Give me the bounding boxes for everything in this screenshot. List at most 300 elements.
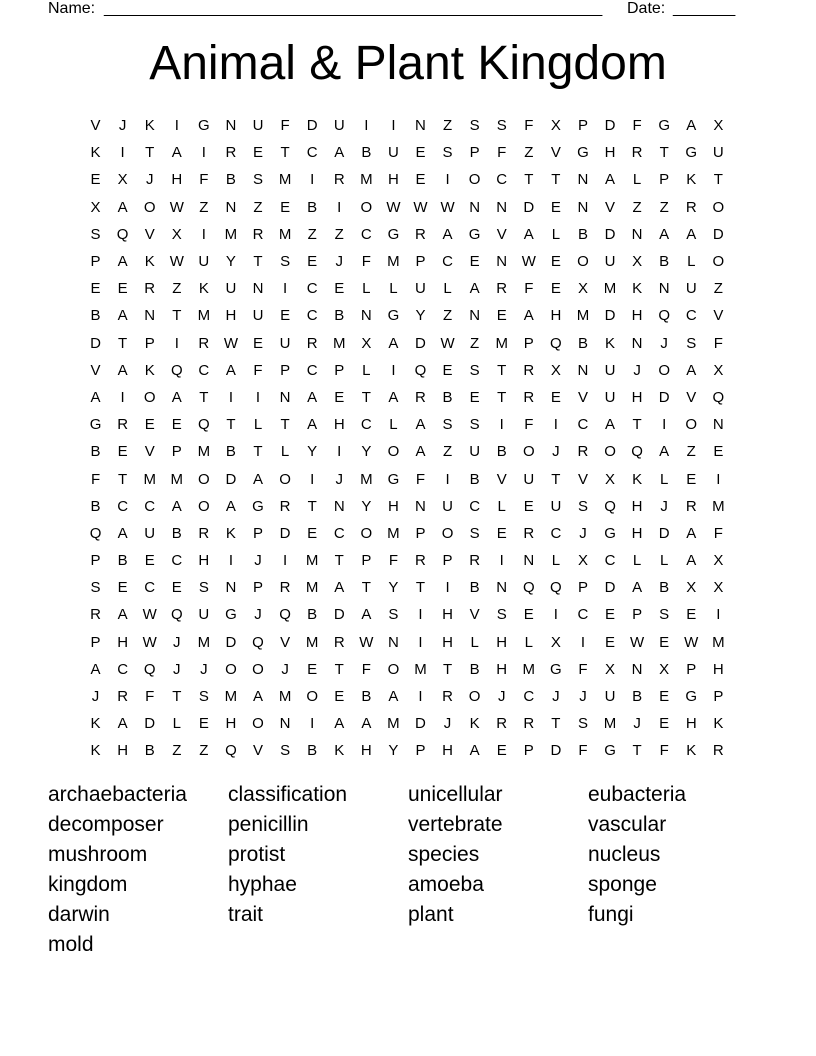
grid-letter[interactable]: E [253, 334, 264, 352]
grid-letter[interactable]: J [254, 552, 262, 570]
grid-letter[interactable]: H [604, 144, 616, 162]
grid-letter[interactable]: J [497, 688, 506, 706]
grid-letter[interactable]: A [117, 307, 128, 325]
grid-letter[interactable]: C [144, 579, 156, 597]
grid-letter[interactable]: R [144, 280, 156, 298]
grid-letter[interactable]: F [388, 552, 398, 570]
grid-letter[interactable]: A [361, 715, 372, 733]
grid-letter[interactable]: R [712, 742, 724, 760]
grid-letter[interactable]: Z [686, 443, 696, 461]
grid-letter[interactable]: M [712, 633, 725, 651]
grid-letter[interactable]: D [279, 524, 291, 542]
grid-letter[interactable]: A [117, 715, 128, 733]
grid-letter[interactable]: T [226, 416, 236, 434]
grid-letter[interactable]: Q [550, 579, 562, 597]
grid-letter[interactable]: A [605, 171, 616, 189]
grid-letter[interactable]: K [144, 253, 155, 271]
grid-letter[interactable]: M [603, 280, 617, 298]
grid-letter[interactable]: H [387, 171, 399, 189]
grid-letter[interactable]: A [307, 388, 318, 406]
grid-letter[interactable]: B [90, 497, 101, 515]
grid-letter[interactable]: H [712, 660, 724, 678]
grid-letter[interactable]: Z [442, 307, 453, 325]
grid-letter[interactable]: A [686, 524, 697, 542]
grid-letter[interactable]: I [174, 334, 179, 352]
grid-letter[interactable]: N [577, 361, 589, 379]
grid-letter[interactable]: C [306, 280, 318, 298]
grid-letter[interactable]: M [576, 307, 590, 325]
grid-letter[interactable]: R [685, 198, 697, 216]
grid-letter[interactable]: K [90, 742, 101, 760]
grid-letter[interactable]: D [415, 715, 426, 733]
grid-letter[interactable]: D [415, 334, 426, 352]
grid-letter[interactable]: I [310, 171, 315, 189]
grid-letter[interactable]: Q [225, 742, 237, 760]
grid-letter[interactable]: U [225, 280, 237, 298]
grid-letter[interactable]: B [361, 688, 372, 706]
grid-letter[interactable]: P [171, 443, 182, 461]
grid-letter[interactable]: A [523, 307, 534, 325]
grid-letter[interactable]: Y [361, 497, 372, 515]
grid-letter[interactable]: X [361, 334, 372, 352]
grid-letter[interactable]: I [716, 470, 721, 488]
grid-letter[interactable]: L [389, 416, 398, 434]
grid-letter[interactable]: E [713, 443, 724, 461]
grid-letter[interactable]: N [225, 198, 237, 216]
grid-letter[interactable]: C [306, 361, 318, 379]
grid-letter[interactable]: M [387, 715, 400, 733]
grid-letter[interactable]: R [631, 144, 643, 162]
grid-letter[interactable]: B [171, 524, 182, 542]
grid-letter[interactable]: P [253, 579, 264, 597]
grid-letter[interactable]: A [334, 715, 345, 733]
grid-letter[interactable]: K [90, 715, 101, 733]
grid-letter[interactable]: I [283, 280, 288, 298]
grid-letter[interactable]: M [224, 688, 238, 706]
grid-letter[interactable]: T [415, 579, 426, 597]
grid-letter[interactable]: O [143, 388, 156, 406]
grid-letter[interactable]: K [713, 715, 724, 733]
grid-letter[interactable]: G [685, 688, 698, 706]
grid-letter[interactable]: Q [143, 660, 156, 678]
grid-letter[interactable]: O [225, 660, 237, 678]
grid-letter[interactable]: N [252, 280, 264, 298]
grid-letter[interactable]: H [225, 307, 237, 325]
grid-letter[interactable]: O [712, 198, 725, 216]
grid-letter[interactable]: B [225, 443, 236, 461]
grid-letter[interactable]: D [712, 225, 724, 243]
grid-letter[interactable]: X [713, 579, 724, 597]
grid-letter[interactable]: M [414, 660, 427, 678]
grid-letter[interactable]: L [551, 552, 561, 570]
grid-letter[interactable]: B [361, 144, 372, 162]
grid-letter[interactable]: L [632, 552, 642, 570]
grid-letter[interactable]: H [442, 606, 453, 624]
grid-letter[interactable]: D [90, 334, 101, 352]
grid-letter[interactable]: E [90, 171, 101, 189]
grid-letter[interactable]: T [551, 470, 561, 488]
grid-letter[interactable]: R [225, 144, 237, 162]
grid-letter[interactable]: E [171, 416, 182, 434]
grid-letter[interactable]: A [117, 361, 128, 379]
grid-letter[interactable]: N [225, 579, 237, 597]
grid-letter[interactable]: T [497, 361, 507, 379]
grid-letter[interactable]: N [415, 117, 426, 135]
grid-letter[interactable]: W [630, 633, 645, 651]
grid-letter[interactable]: C [604, 552, 616, 570]
grid-letter[interactable]: S [90, 225, 101, 243]
grid-letter[interactable]: S [496, 117, 507, 135]
grid-letter[interactable]: U [442, 497, 453, 515]
grid-letter[interactable]: E [469, 388, 480, 406]
grid-letter[interactable]: K [144, 361, 155, 379]
grid-letter[interactable]: R [252, 225, 264, 243]
grid-letter[interactable]: O [604, 443, 616, 461]
grid-letter[interactable]: X [713, 552, 724, 570]
grid-letter[interactable]: X [713, 361, 724, 379]
grid-letter[interactable]: I [201, 225, 206, 243]
grid-letter[interactable]: O [360, 524, 373, 542]
grid-letter[interactable]: X [713, 117, 724, 135]
grid-letter[interactable]: Z [442, 443, 453, 461]
grid-letter[interactable]: T [361, 579, 371, 597]
grid-letter[interactable]: M [197, 633, 211, 651]
grid-letter[interactable]: J [579, 524, 587, 542]
grid-letter[interactable]: C [469, 497, 481, 515]
grid-letter[interactable]: H [631, 524, 643, 542]
grid-letter[interactable]: N [469, 198, 481, 216]
grid-letter[interactable]: H [550, 307, 562, 325]
grid-letter[interactable]: N [360, 307, 372, 325]
grid-letter[interactable]: W [169, 198, 184, 216]
grid-letter[interactable]: G [604, 742, 616, 760]
grid-letter[interactable]: O [252, 660, 264, 678]
grid-letter[interactable]: N [144, 307, 156, 325]
grid-letter[interactable]: G [468, 225, 481, 243]
grid-letter[interactable]: W [142, 633, 157, 651]
grid-letter[interactable]: J [173, 660, 181, 678]
grid-letter[interactable]: K [632, 470, 643, 488]
grid-letter[interactable]: P [415, 742, 426, 760]
grid-letter[interactable]: M [224, 225, 238, 243]
grid-letter[interactable]: O [577, 253, 589, 271]
grid-letter[interactable]: O [279, 470, 291, 488]
grid-letter[interactable]: J [633, 361, 641, 379]
grid-letter[interactable]: J [633, 715, 641, 733]
grid-letter[interactable]: O [198, 470, 210, 488]
grid-letter[interactable]: U [252, 307, 264, 325]
grid-letter[interactable]: C [117, 497, 129, 515]
grid-letter[interactable]: E [659, 688, 670, 706]
grid-letter[interactable]: M [712, 497, 725, 515]
grid-letter[interactable]: L [253, 416, 263, 434]
grid-letter[interactable]: C [685, 307, 697, 325]
grid-letter[interactable]: F [578, 660, 588, 678]
grid-letter[interactable]: N [496, 198, 508, 216]
grid-letter[interactable]: Q [712, 388, 725, 406]
grid-letter[interactable]: V [550, 144, 561, 162]
grid-letter[interactable]: L [443, 280, 452, 298]
grid-letter[interactable]: V [686, 388, 697, 406]
grid-letter[interactable]: J [552, 688, 560, 706]
grid-letter[interactable]: A [225, 497, 236, 515]
grid-letter[interactable]: T [253, 253, 263, 271]
grid-letter[interactable]: E [496, 307, 507, 325]
grid-letter[interactable]: O [360, 198, 373, 216]
grid-letter[interactable]: P [90, 253, 101, 271]
grid-letter[interactable]: H [442, 633, 453, 651]
grid-letter[interactable]: C [360, 416, 372, 434]
grid-letter[interactable]: E [171, 579, 182, 597]
grid-letter[interactable]: Z [632, 198, 642, 216]
grid-letter[interactable]: I [201, 144, 206, 162]
grid-letter[interactable]: V [469, 606, 480, 624]
grid-letter[interactable]: G [387, 225, 400, 243]
grid-letter[interactable]: W [223, 334, 239, 352]
grid-letter[interactable]: C [306, 144, 318, 162]
grid-letter[interactable]: B [334, 307, 345, 325]
grid-letter[interactable]: H [360, 742, 372, 760]
grid-letter[interactable]: S [280, 742, 291, 760]
grid-letter[interactable]: L [280, 443, 290, 461]
grid-letter[interactable]: A [90, 660, 101, 678]
grid-letter[interactable]: L [172, 715, 181, 733]
grid-letter[interactable]: U [550, 497, 562, 515]
grid-letter[interactable]: B [577, 334, 588, 352]
grid-letter[interactable]: E [659, 715, 670, 733]
grid-letter[interactable]: M [387, 253, 400, 271]
grid-letter[interactable]: G [387, 307, 400, 325]
grid-letter[interactable]: J [91, 688, 100, 706]
grid-letter[interactable]: E [605, 633, 616, 651]
grid-letter[interactable]: X [632, 253, 643, 271]
grid-letter[interactable]: F [90, 470, 101, 488]
grid-letter[interactable]: T [199, 388, 209, 406]
grid-letter[interactable]: I [228, 388, 234, 406]
grid-letter[interactable]: P [577, 117, 588, 135]
grid-letter[interactable]: T [280, 416, 290, 434]
grid-letter[interactable]: F [524, 117, 534, 135]
grid-letter[interactable]: A [253, 688, 264, 706]
grid-letter[interactable]: T [551, 715, 561, 733]
grid-letter[interactable]: Z [172, 280, 182, 298]
grid-letter[interactable]: I [391, 361, 396, 379]
grid-letter[interactable]: H [171, 171, 183, 189]
grid-letter[interactable]: G [658, 117, 671, 135]
grid-letter[interactable]: J [281, 660, 289, 678]
grid-letter[interactable]: H [117, 742, 129, 760]
grid-letter[interactable]: E [307, 660, 318, 678]
grid-letter[interactable]: U [279, 334, 291, 352]
grid-letter[interactable]: T [253, 443, 263, 461]
grid-letter[interactable]: N [577, 171, 589, 189]
grid-letter[interactable]: N [631, 660, 643, 678]
grid-letter[interactable]: X [605, 660, 616, 678]
grid-letter[interactable]: P [577, 579, 588, 597]
grid-letter[interactable]: F [632, 117, 642, 135]
grid-letter[interactable]: O [198, 497, 210, 515]
grid-letter[interactable]: U [604, 253, 616, 271]
grid-letter[interactable]: C [577, 606, 589, 624]
grid-letter[interactable]: F [659, 742, 669, 760]
grid-letter[interactable]: I [364, 117, 369, 135]
grid-letter[interactable]: F [524, 280, 534, 298]
grid-letter[interactable]: T [334, 552, 344, 570]
grid-letter[interactable]: T [632, 742, 642, 760]
grid-letter[interactable]: U [333, 117, 345, 135]
grid-letter[interactable]: A [117, 253, 128, 271]
grid-letter[interactable]: H [496, 660, 508, 678]
grid-letter[interactable]: A [605, 416, 616, 434]
grid-letter[interactable]: P [686, 660, 697, 678]
grid-letter[interactable]: I [445, 171, 450, 189]
grid-letter[interactable]: K [686, 742, 697, 760]
grid-letter[interactable]: F [253, 361, 263, 379]
grid-letter[interactable]: E [280, 307, 291, 325]
grid-letter[interactable]: V [144, 443, 155, 461]
grid-letter[interactable]: U [198, 606, 210, 624]
grid-letter[interactable]: U [144, 524, 156, 542]
grid-letter[interactable]: Y [388, 579, 399, 597]
grid-letter[interactable]: R [469, 552, 481, 570]
grid-letter[interactable]: X [171, 225, 182, 243]
grid-letter[interactable]: T [632, 416, 642, 434]
grid-letter[interactable]: R [523, 715, 535, 733]
grid-letter[interactable]: E [415, 171, 426, 189]
grid-letter[interactable]: J [579, 688, 587, 706]
grid-letter[interactable]: I [418, 606, 423, 624]
grid-letter[interactable]: R [333, 171, 345, 189]
grid-letter[interactable]: Q [522, 579, 535, 597]
grid-letter[interactable]: S [686, 334, 697, 352]
grid-letter[interactable]: W [386, 198, 401, 216]
grid-letter[interactable]: A [632, 579, 643, 597]
grid-letter[interactable]: B [469, 470, 480, 488]
grid-letter[interactable]: E [659, 633, 670, 651]
grid-letter[interactable]: A [225, 361, 236, 379]
grid-letter[interactable]: C [144, 497, 156, 515]
grid-letter[interactable]: A [659, 443, 670, 461]
grid-letter[interactable]: V [90, 361, 101, 379]
grid-letter[interactable]: E [686, 606, 697, 624]
grid-letter[interactable]: S [253, 171, 264, 189]
grid-letter[interactable]: H [387, 497, 399, 515]
grid-letter[interactable]: D [658, 524, 670, 542]
grid-letter[interactable]: P [415, 253, 426, 271]
grid-letter[interactable]: Z [199, 198, 209, 216]
grid-letter[interactable]: J [254, 606, 262, 624]
grid-letter[interactable]: M [278, 688, 292, 706]
grid-letter[interactable]: E [280, 198, 291, 216]
grid-letter[interactable]: Q [279, 606, 291, 624]
grid-letter[interactable]: S [659, 606, 670, 624]
date-field-line[interactable]: _______ [673, 0, 736, 17]
grid-letter[interactable]: C [171, 552, 183, 570]
grid-letter[interactable]: L [660, 552, 669, 570]
grid-letter[interactable]: V [496, 225, 507, 243]
grid-letter[interactable]: B [659, 253, 670, 271]
grid-letter[interactable]: R [496, 715, 508, 733]
grid-letter[interactable]: I [120, 388, 125, 406]
grid-letter[interactable]: Q [89, 524, 102, 542]
grid-letter[interactable]: R [496, 280, 508, 298]
grid-letter[interactable]: B [659, 579, 670, 597]
grid-letter[interactable]: Q [116, 225, 129, 243]
grid-letter[interactable]: A [469, 280, 480, 298]
grid-letter[interactable]: A [171, 497, 182, 515]
grid-letter[interactable]: E [117, 280, 128, 298]
grid-letter[interactable]: X [550, 633, 561, 651]
grid-letter[interactable]: I [499, 552, 504, 570]
grid-letter[interactable]: R [117, 416, 129, 434]
grid-letter[interactable]: X [550, 117, 561, 135]
grid-letter[interactable]: W [684, 633, 699, 651]
grid-letter[interactable]: A [686, 552, 697, 570]
grid-letter[interactable]: A [659, 225, 670, 243]
grid-letter[interactable]: G [198, 117, 210, 135]
grid-letter[interactable]: W [440, 334, 455, 352]
grid-letter[interactable]: R [523, 361, 535, 379]
grid-letter[interactable]: N [279, 715, 291, 733]
grid-letter[interactable]: I [310, 470, 315, 488]
grid-letter[interactable]: I [580, 633, 586, 651]
grid-letter[interactable]: E [334, 688, 345, 706]
grid-letter[interactable]: R [415, 552, 426, 570]
grid-letter[interactable]: V [496, 470, 507, 488]
grid-letter[interactable]: L [687, 253, 696, 271]
grid-letter[interactable]: A [686, 225, 697, 243]
grid-letter[interactable]: E [550, 253, 561, 271]
grid-letter[interactable]: W [440, 198, 455, 216]
grid-letter[interactable]: O [143, 198, 156, 216]
grid-letter[interactable]: F [415, 470, 426, 488]
grid-letter[interactable]: I [337, 198, 342, 216]
grid-letter[interactable]: F [713, 334, 723, 352]
grid-letter[interactable]: E [605, 606, 616, 624]
grid-letter[interactable]: F [199, 171, 209, 189]
grid-letter[interactable]: E [550, 280, 561, 298]
grid-letter[interactable]: E [198, 715, 209, 733]
grid-letter[interactable]: M [305, 633, 319, 651]
grid-letter[interactable]: K [225, 524, 236, 542]
grid-letter[interactable]: T [361, 388, 371, 406]
grid-letter[interactable]: R [90, 606, 101, 624]
grid-letter[interactable]: L [389, 280, 398, 298]
grid-letter[interactable]: A [253, 470, 264, 488]
grid-letter[interactable]: Z [172, 742, 182, 760]
grid-letter[interactable]: L [362, 361, 371, 379]
grid-letter[interactable]: S [469, 416, 480, 434]
grid-letter[interactable]: A [415, 416, 426, 434]
grid-letter[interactable]: Y [388, 742, 399, 760]
grid-letter[interactable]: I [310, 715, 315, 733]
grid-letter[interactable]: T [659, 144, 669, 162]
grid-letter[interactable]: T [118, 470, 128, 488]
grid-letter[interactable]: Q [252, 633, 264, 651]
grid-letter[interactable]: F [713, 524, 723, 542]
grid-letter[interactable]: S [388, 606, 399, 624]
grid-letter[interactable]: F [280, 117, 290, 135]
grid-letter[interactable]: U [469, 443, 481, 461]
grid-letter[interactable]: D [523, 198, 535, 216]
grid-letter[interactable]: K [198, 280, 209, 298]
grid-letter[interactable]: U [685, 280, 697, 298]
grid-letter[interactable]: S [577, 715, 588, 733]
grid-letter[interactable]: T [280, 144, 290, 162]
grid-letter[interactable]: B [117, 552, 128, 570]
grid-letter[interactable]: T [551, 171, 561, 189]
grid-letter[interactable]: B [469, 660, 480, 678]
